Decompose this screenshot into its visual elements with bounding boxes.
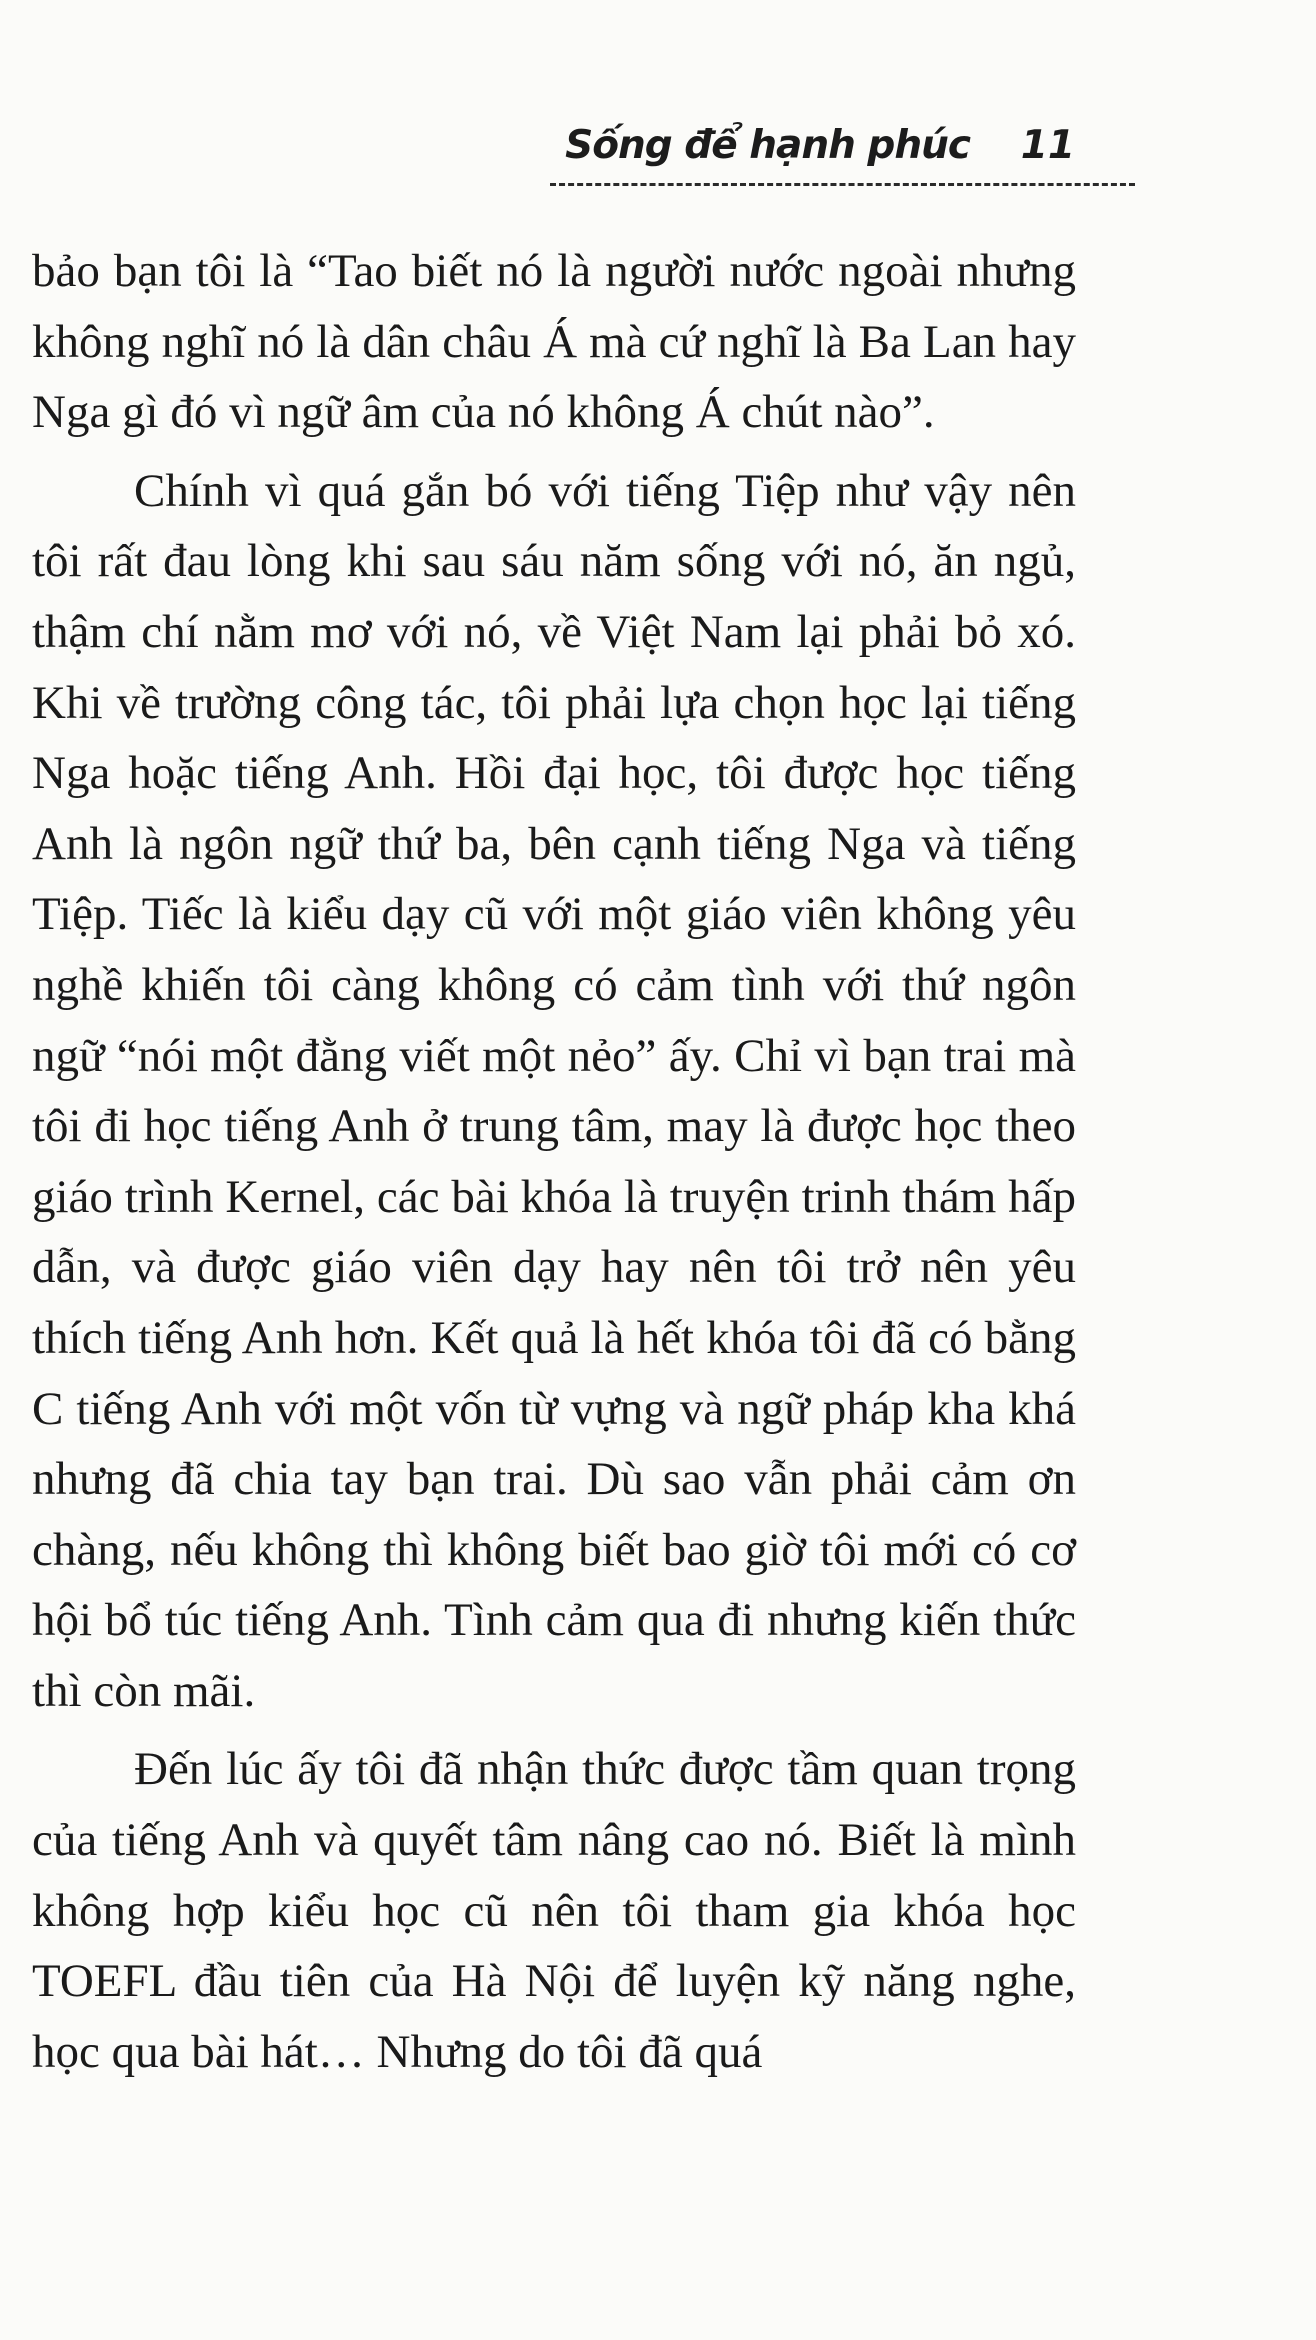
paragraph-1: bảo bạn tôi là “Tao biết nó là người nước ngoài nhưng không nghĩ nó là dân châu Á mà cứ nghĩ là Ba Lan hay Nga gì đó vì ngữ âm của nó không Á chút nào”. xyxy=(32,245,1076,439)
header-divider xyxy=(550,183,1135,186)
book-title: Sống để hạnh phúc xyxy=(565,123,970,168)
page-number: 11 xyxy=(1020,123,1075,168)
paragraph-3: Đến lúc ấy tôi đã nhận thức được tầm quan trọng của tiếng Anh và quyết tâm nâng cao nó. Biết là mình không hợp kiểu học cũ nên tôi tham gia khóa học TOEFL đầu tiên của Hà Nội để luyện kỹ năng nghe, học qua bài hát… Nhưng do tôi đã quá xyxy=(32,1743,1076,2078)
paragraph-2: Chính vì quá gắn bó với tiếng Tiệp như vậy nên tôi rất đau lòng khi sau sáu năm sống với nó, ăn ngủ, thậm chí nằm mơ với nó, về Việt Nam lại phải bỏ xó. Khi về trường công tác, tôi phải lựa chọn học lại tiếng Nga hoặc tiếng Anh. Hồi đại học, tôi được học tiếng Anh là ngôn ngữ thứ ba, bên cạnh tiếng Nga và tiếng Tiệp. Tiếc là kiểu dạy cũ với một giáo viên không yêu nghề khiến tôi càng không có cảm tình với thứ ngôn ngữ “nói một đằng viết một nẻo” ấy. Chỉ vì bạn trai mà tôi đi học tiếng Anh ở trung tâm, may là được học theo giáo trình Kernel, các bài khóa là truyện trinh thám hấp dẫn, và được giáo viên dạy hay nên tôi trở nên yêu thích tiếng Anh hơn. Kết quả là hết khóa tôi đã có bằng C tiếng Anh với một vốn từ vựng và ngữ pháp kha khá nhưng đã chia tay bạn trai. Dù sao vẫn phải cảm ơn chàng, nếu không thì không biết bao giờ tôi mới có cơ hội bổ túc tiếng Anh. Tình cảm qua đi nhưng kiến thức thì còn mãi. xyxy=(32,464,1076,1717)
body-text xyxy=(32,236,1076,2087)
running-header xyxy=(550,118,1135,178)
